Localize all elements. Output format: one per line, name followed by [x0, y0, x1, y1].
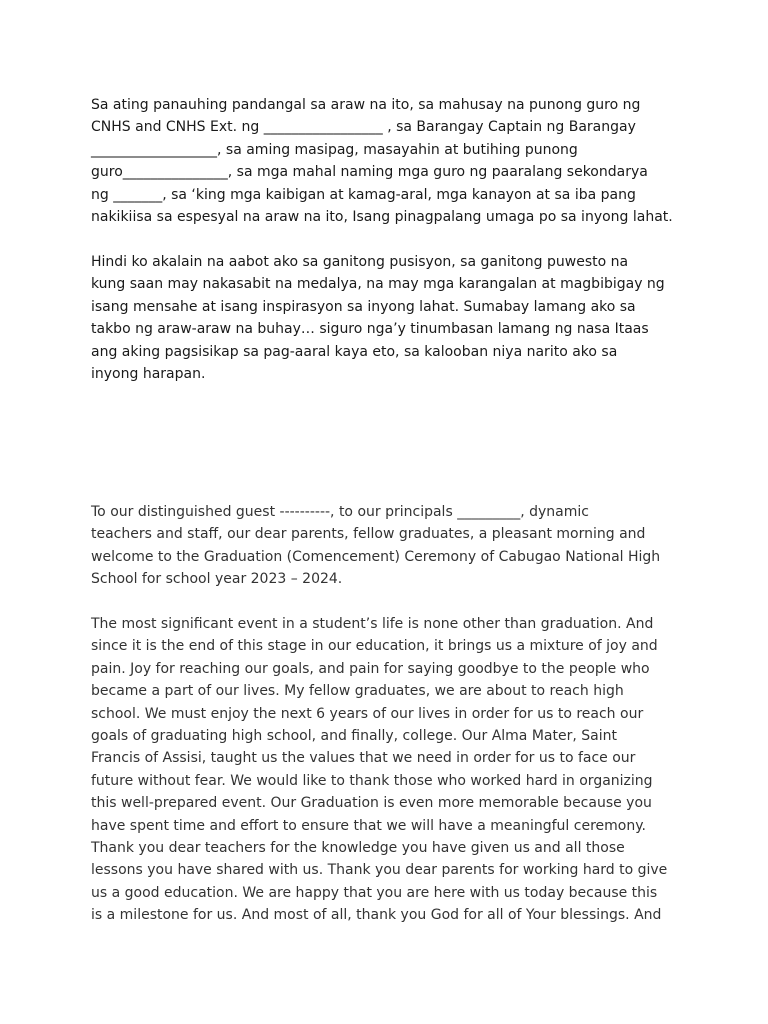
text-line: takbo ng araw-araw na buhay… siguro nga’y tinumbasan lamang ng nasa Itaas — [91, 321, 649, 338]
text-line: became a part of our lives. My fellow graduates, we are about to reach high — [91, 683, 624, 700]
text-line: __________________, sa aming masipag, masayahin at butihing punong — [91, 141, 578, 158]
text-line: Sa ating panauhing pandangal sa araw na ito, sa mahusay na punong guro ng — [91, 97, 641, 113]
text-line: teachers and staff, our dear parents, fellow graduates, a pleasant morning and — [91, 526, 646, 543]
text-line: this well-prepared event. Our Graduation is even more memorable because you — [91, 795, 652, 812]
text-line: pain. Joy for reaching our goals, and pain for saying goodbye to the people who — [91, 660, 650, 677]
text-line: welcome to the Graduation (Comencement) Ceremony of Cabugao National High — [91, 548, 661, 565]
text-line: Hindi ko akalain na aabot ako sa ganitong pusisyon, sa ganitong puwesto na — [91, 254, 629, 270]
text-line: To our distinguished guest ----------, to our principals _________, dynamic — [91, 504, 589, 520]
text-line: Francis of Assisi, taught us the values that we need in order for us to face our — [91, 750, 636, 767]
tagalog-greeting-paragraph — [91, 94, 691, 228]
text-line: ng _______, sa ‘king mga kaibigan at kamag-aral, mga kanayon at sa iba pang — [91, 186, 636, 203]
text-line: School for school year 2023 – 2024. — [91, 571, 343, 588]
text-line: have spent time and effort to ensure that we will have a meaningful ceremony. — [91, 817, 646, 834]
text-line: goals of graduating high school, and finally, college. Our Alma Mater, Saint — [91, 728, 617, 745]
text-line: future without fear. We would like to thank those who worked hard in organizing — [91, 772, 653, 789]
text-line: school. We must enjoy the next 6 years of our lives in order for us to reach our — [91, 705, 644, 722]
text-line: lessons you have shared with us. Thank you dear parents for working hard to give — [91, 862, 668, 879]
text-line: The most significant event in a student’s life is none other than graduation. And — [91, 616, 654, 632]
text-line: Thank you dear teachers for the knowledge you have given us and all those — [91, 840, 625, 857]
text-line: kung saan may nakasabit na medalya, na may mga karangalan at magbibigay ng — [91, 276, 665, 293]
text-line: CNHS and CNHS Ext. ng _________________ , sa Barangay Captain ng Barangay — [91, 119, 636, 136]
text-line: is a milestone for us. And most of all, thank you God for all of Your blessings. And — [91, 907, 662, 924]
english-body-paragraph — [91, 613, 691, 927]
text-line: ang aking pagsisikap sa pag-aaral kaya eto, sa kalooban niya narito ako sa — [91, 343, 618, 360]
text-line: guro_______________, sa mga mahal naming mga guro ng paaralang sekondarya — [91, 164, 648, 181]
text-line: since it is the end of this stage in our education, it brings us a mixture of joy and — [91, 638, 658, 655]
text-line: isang mensahe at isang inspirasyon sa inyong lahat. Sumabay lamang ako sa — [91, 298, 636, 315]
text-line: nakikiisa sa espesyal na araw na ito, Isang pinagpalang umaga po sa inyong lahat. — [91, 209, 673, 226]
tagalog-body-paragraph — [91, 251, 691, 385]
text-line: us a good education. We are happy that you are here with us today because this — [91, 884, 658, 901]
english-greeting-paragraph — [91, 501, 691, 591]
text-line: inyong harapan. — [91, 366, 206, 383]
